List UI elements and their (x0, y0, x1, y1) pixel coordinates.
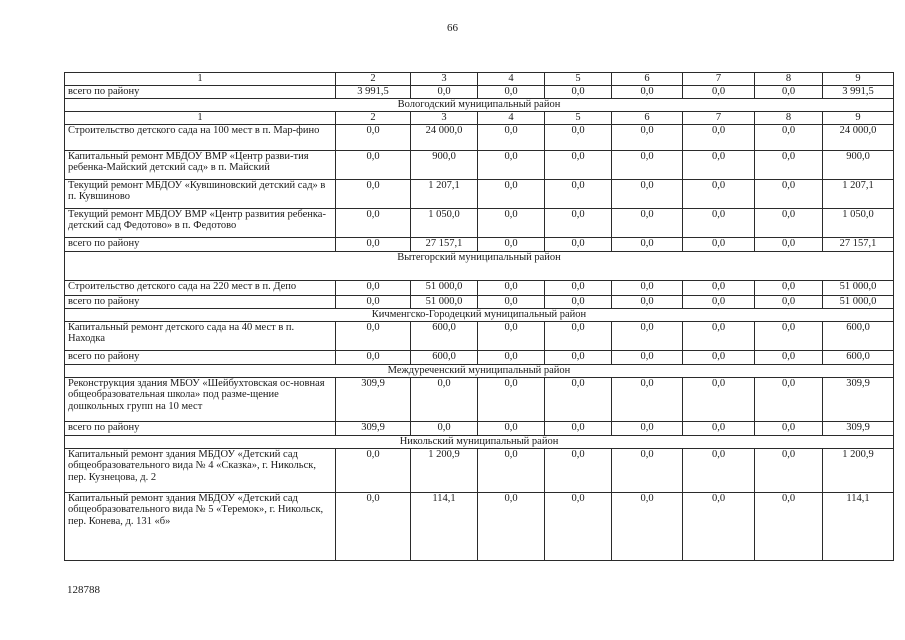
object-name-cell: Реконструкция здания МБОУ «Шейбухтовская ос-новная общеобразовательная школа» под разме-щение дошкольных групп на 10 мест (65, 378, 336, 422)
value-cell: 0,0 (478, 351, 545, 365)
value-cell: 0,0 (612, 180, 683, 209)
value-cell: 0,0 (683, 378, 755, 422)
value-cell: 0,0 (545, 180, 612, 209)
value-cell: 309,9 (823, 378, 894, 422)
value-cell: 0,0 (411, 86, 478, 99)
value-cell: 0,0 (755, 322, 823, 351)
value-cell: 0,0 (336, 493, 411, 561)
value-cell: 0,0 (336, 296, 411, 309)
value-cell: 0,0 (683, 493, 755, 561)
value-cell: 0,0 (683, 86, 755, 99)
value-cell: 0,0 (336, 238, 411, 252)
column-number-cell: 3 (411, 73, 478, 86)
value-cell: 0,0 (612, 493, 683, 561)
value-cell: 0,0 (683, 296, 755, 309)
column-number-cell: 1 (65, 73, 336, 86)
table-row (65, 151, 894, 180)
value-cell: 0,0 (612, 422, 683, 436)
value-cell: 0,0 (478, 378, 545, 422)
value-cell: 0,0 (755, 180, 823, 209)
value-cell: 0,0 (336, 125, 411, 151)
value-cell: 3 991,5 (336, 86, 411, 99)
page-number: 66 (447, 22, 458, 34)
column-number-cell: 9 (823, 73, 894, 86)
column-number-cell: 6 (612, 73, 683, 86)
value-cell: 0,0 (336, 351, 411, 365)
value-cell: 0,0 (612, 209, 683, 238)
value-cell: 0,0 (545, 378, 612, 422)
value-cell: 0,0 (755, 378, 823, 422)
district-section-row (65, 436, 894, 449)
district-section-row (65, 252, 894, 281)
value-cell: 0,0 (478, 322, 545, 351)
value-cell: 0,0 (478, 209, 545, 238)
value-cell: 24 000,0 (411, 125, 478, 151)
table-row (65, 378, 894, 422)
value-cell: 0,0 (478, 296, 545, 309)
value-cell: 0,0 (612, 351, 683, 365)
column-number-row (65, 73, 894, 86)
value-cell: 0,0 (545, 296, 612, 309)
value-cell: 600,0 (823, 351, 894, 365)
object-name-cell: Текущий ремонт МБДОУ «Кувшиновский детский сад» в п. Кувшиново (65, 180, 336, 209)
value-cell: 27 157,1 (411, 238, 478, 252)
value-cell: 0,0 (478, 125, 545, 151)
table-row (65, 322, 894, 351)
district-section-row (65, 99, 894, 112)
value-cell: 0,0 (755, 296, 823, 309)
value-cell: 900,0 (411, 151, 478, 180)
value-cell: 0,0 (478, 86, 545, 99)
table-row (65, 422, 894, 436)
value-cell: 0,0 (336, 209, 411, 238)
value-cell: 0,0 (478, 449, 545, 493)
value-cell: 0,0 (755, 238, 823, 252)
value-cell: 0,0 (755, 125, 823, 151)
value-cell: 0,0 (612, 238, 683, 252)
value-cell: 0,0 (411, 422, 478, 436)
object-name-cell: всего по району (65, 296, 336, 309)
value-cell: 0,0 (683, 281, 755, 296)
value-cell: 0,0 (612, 151, 683, 180)
value-cell: 0,0 (755, 351, 823, 365)
object-name-cell: всего по району (65, 86, 336, 99)
financing-table (64, 72, 894, 561)
value-cell: 0,0 (683, 422, 755, 436)
value-cell: 0,0 (545, 238, 612, 252)
column-number-cell: 4 (478, 112, 545, 125)
district-title: Междуреченский муниципальный район (65, 365, 894, 378)
value-cell: 0,0 (612, 86, 683, 99)
column-number-cell: 5 (545, 112, 612, 125)
district-section-row (65, 365, 894, 378)
value-cell: 1 207,1 (823, 180, 894, 209)
value-cell: 114,1 (823, 493, 894, 561)
value-cell: 0,0 (755, 493, 823, 561)
column-number-cell: 4 (478, 73, 545, 86)
column-number-cell: 8 (755, 73, 823, 86)
value-cell: 0,0 (755, 209, 823, 238)
value-cell: 0,0 (545, 449, 612, 493)
district-title: Кичменгско-Городецкий муниципальный район (65, 309, 894, 322)
value-cell: 51 000,0 (411, 281, 478, 296)
column-number-cell: 9 (823, 112, 894, 125)
value-cell: 0,0 (683, 209, 755, 238)
value-cell: 0,0 (411, 378, 478, 422)
table-row (65, 493, 894, 561)
value-cell: 1 050,0 (823, 209, 894, 238)
value-cell: 0,0 (545, 281, 612, 296)
value-cell: 0,0 (545, 493, 612, 561)
value-cell: 0,0 (545, 351, 612, 365)
column-number-cell: 7 (683, 73, 755, 86)
value-cell: 0,0 (612, 281, 683, 296)
object-name-cell: Текущий ремонт МБДОУ ВМР «Центр развития ребенка-детский сад Федотово» в п. Федотово (65, 209, 336, 238)
district-title: Вытегорский муниципальный район (65, 252, 894, 281)
value-cell: 309,9 (336, 378, 411, 422)
value-cell: 0,0 (755, 86, 823, 99)
value-cell: 0,0 (683, 125, 755, 151)
table-row (65, 281, 894, 296)
value-cell: 0,0 (545, 422, 612, 436)
value-cell: 1 207,1 (411, 180, 478, 209)
value-cell: 27 157,1 (823, 238, 894, 252)
table-row (65, 238, 894, 252)
value-cell: 0,0 (478, 180, 545, 209)
footer-code: 128788 (67, 584, 100, 596)
value-cell: 600,0 (823, 322, 894, 351)
value-cell: 0,0 (545, 151, 612, 180)
value-cell: 0,0 (683, 322, 755, 351)
value-cell: 309,9 (336, 422, 411, 436)
column-number-cell: 5 (545, 73, 612, 86)
value-cell: 114,1 (411, 493, 478, 561)
value-cell: 0,0 (683, 180, 755, 209)
value-cell: 0,0 (478, 151, 545, 180)
table-row (65, 125, 894, 151)
district-title: Никольский муниципальный район (65, 436, 894, 449)
value-cell: 0,0 (336, 322, 411, 351)
value-cell: 0,0 (612, 322, 683, 351)
table-row (65, 86, 894, 99)
table-row (65, 449, 894, 493)
value-cell: 51 000,0 (411, 296, 478, 309)
value-cell: 0,0 (545, 209, 612, 238)
object-name-cell: всего по району (65, 238, 336, 252)
value-cell: 0,0 (755, 151, 823, 180)
value-cell: 51 000,0 (823, 296, 894, 309)
column-number-row (65, 112, 894, 125)
value-cell: 0,0 (336, 449, 411, 493)
value-cell: 0,0 (683, 449, 755, 493)
column-number-cell: 6 (612, 112, 683, 125)
district-section-row (65, 309, 894, 322)
column-number-cell: 2 (336, 112, 411, 125)
column-number-cell: 2 (336, 73, 411, 86)
table-row (65, 180, 894, 209)
value-cell: 0,0 (478, 281, 545, 296)
value-cell: 0,0 (612, 125, 683, 151)
value-cell: 0,0 (336, 281, 411, 296)
value-cell: 0,0 (683, 151, 755, 180)
object-name-cell: Капитальный ремонт здания МБДОУ «Детский сад общеобразовательного вида № 5 «Теремок», г. Никольск, пер. Конева, д. 131 «б» (65, 493, 336, 561)
value-cell: 0,0 (612, 296, 683, 309)
object-name-cell: всего по району (65, 422, 336, 436)
value-cell: 1 200,9 (823, 449, 894, 493)
value-cell: 51 000,0 (823, 281, 894, 296)
column-number-cell: 3 (411, 112, 478, 125)
table-row (65, 296, 894, 309)
district-title: Вологодский муниципальный район (65, 99, 894, 112)
table-row (65, 209, 894, 238)
value-cell: 24 000,0 (823, 125, 894, 151)
value-cell: 309,9 (823, 422, 894, 436)
value-cell: 0,0 (336, 151, 411, 180)
value-cell: 0,0 (612, 378, 683, 422)
value-cell: 900,0 (823, 151, 894, 180)
column-number-cell: 8 (755, 112, 823, 125)
column-number-cell: 1 (65, 112, 336, 125)
object-name-cell: Капитальный ремонт здания МБДОУ «Детский сад общеобразовательного вида № 4 «Сказка», г. Никольск, пер. Кузнецова, д. 2 (65, 449, 336, 493)
value-cell: 0,0 (683, 351, 755, 365)
column-number-cell: 7 (683, 112, 755, 125)
value-cell: 0,0 (683, 238, 755, 252)
value-cell: 0,0 (478, 493, 545, 561)
value-cell: 0,0 (545, 86, 612, 99)
value-cell: 0,0 (478, 422, 545, 436)
value-cell: 0,0 (545, 125, 612, 151)
value-cell: 600,0 (411, 322, 478, 351)
value-cell: 1 050,0 (411, 209, 478, 238)
object-name-cell: Строительство детского сада на 220 мест в п. Депо (65, 281, 336, 296)
value-cell: 0,0 (545, 322, 612, 351)
value-cell: 0,0 (612, 449, 683, 493)
value-cell: 0,0 (755, 281, 823, 296)
value-cell: 0,0 (755, 449, 823, 493)
value-cell: 0,0 (478, 238, 545, 252)
value-cell: 1 200,9 (411, 449, 478, 493)
value-cell: 600,0 (411, 351, 478, 365)
object-name-cell: Капитальный ремонт МБДОУ ВМР «Центр разви-тия ребенка-Майский детский сад» в п. Майский (65, 151, 336, 180)
value-cell: 3 991,5 (823, 86, 894, 99)
value-cell: 0,0 (755, 422, 823, 436)
value-cell: 0,0 (336, 180, 411, 209)
object-name-cell: всего по району (65, 351, 336, 365)
table-row (65, 351, 894, 365)
object-name-cell: Строительство детского сада на 100 мест в п. Мар-фино (65, 125, 336, 151)
object-name-cell: Капитальный ремонт детского сада на 40 мест в п. Находка (65, 322, 336, 351)
